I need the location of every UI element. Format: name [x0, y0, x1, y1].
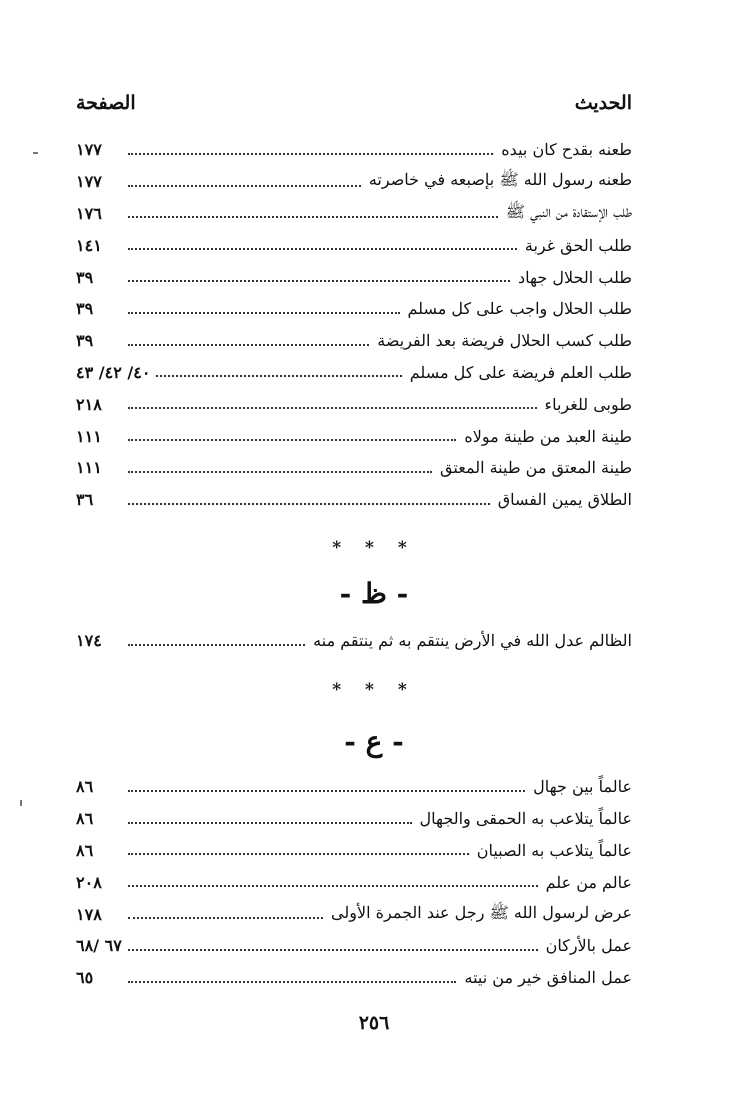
entry-text: طينة العبد من طينة مولاه — [464, 426, 632, 446]
index-entry — [76, 771, 632, 803]
page-number: ٢٥٦ — [358, 1012, 390, 1034]
entry-page-number: ١٧٧ — [76, 140, 102, 160]
column-header — [76, 92, 632, 122]
index-entry — [76, 357, 632, 389]
dot-leader — [128, 503, 490, 505]
dot-leader — [128, 981, 456, 983]
page-column-label: الصفحة — [76, 92, 136, 114]
letter-heading-zha: - ظ - — [339, 577, 409, 610]
dot-leader — [128, 216, 498, 218]
entry-page-number: ٦٧ /٦٨ — [76, 936, 122, 956]
entry-text: طلب الإستقادة من النبي ﷺ — [505, 201, 632, 221]
entry-text: الطلاق يمين الفساق — [497, 490, 632, 510]
dot-leader — [128, 790, 525, 792]
entry-text: الظالم عدل الله في الأرض ينتقم به ثم ينتقم منه — [313, 631, 632, 651]
entry-text: طلب الحلال واجب على كل مسلم — [407, 299, 632, 319]
entry-page-number: ٤٠/ ٤٢/ ٤٣ — [76, 362, 151, 382]
entry-text: عالم من علم — [545, 872, 632, 892]
entry-page-number: ١٧٨ — [76, 904, 102, 924]
letter-heading-ain: - ع - — [344, 725, 404, 758]
dot-leader — [128, 185, 361, 187]
index-entry — [76, 325, 632, 357]
dot-leader — [128, 439, 456, 441]
dot-leader — [128, 312, 400, 314]
dot-leader — [128, 471, 432, 473]
dot-leader — [128, 280, 510, 282]
index-entry — [76, 420, 632, 452]
index-entry — [76, 388, 632, 420]
index-section-zha — [76, 625, 632, 657]
entry-text: عمل بالأركان — [545, 936, 632, 956]
entry-text: طعنه بقدح كان بيده — [501, 140, 632, 160]
dot-leader — [128, 949, 538, 951]
index-entry — [76, 198, 632, 230]
entry-text: طوبى للغرباء — [544, 394, 632, 414]
entry-page-number: ٦٥ — [76, 968, 94, 988]
index-entry — [76, 803, 632, 835]
index-entry — [76, 134, 632, 166]
entry-page-number: ٢٠٨ — [76, 872, 102, 892]
entry-page-number: ١٤١ — [76, 235, 102, 255]
index-entry — [76, 866, 632, 898]
entry-text: عرض لرسول الله ﷺ رجل عند الجمرة الأولى — [331, 902, 632, 922]
entry-text: عالماً يتلاعب به الحمقى والجهال — [419, 809, 632, 829]
index-entry — [76, 166, 632, 198]
index-section-ain — [76, 771, 632, 994]
entry-page-number: ١١١ — [76, 426, 102, 446]
entry-page-number: ١٧٧ — [76, 172, 102, 192]
entry-page-number: ١١١ — [76, 458, 102, 478]
entry-page-number: ١٧٤ — [76, 631, 102, 651]
dot-leader — [128, 248, 517, 250]
dot-leader — [128, 917, 323, 919]
entry-page-number: ١٧٦ — [76, 203, 102, 223]
entry-text: طلب الحق غربة — [524, 235, 632, 255]
entry-page-number: ٨٦ — [76, 809, 94, 829]
scan-speck — [20, 800, 22, 806]
dot-leader — [128, 344, 369, 346]
entry-page-number: ٣٦ — [76, 490, 94, 510]
dot-leader — [156, 375, 401, 377]
entry-page-number: ٨٦ — [76, 840, 94, 860]
entry-page-number: ٣٩ — [76, 331, 94, 351]
index-entry — [76, 261, 632, 293]
entry-page-number: ٣٩ — [76, 299, 94, 319]
dot-leader — [128, 644, 305, 646]
entry-text: عالماً يتلاعب به الصبيان — [476, 840, 632, 860]
entry-text: عمل المنافق خير من نيته — [464, 968, 632, 988]
index-entry — [76, 229, 632, 261]
entry-text: طلب الحلال جهاد — [518, 267, 632, 287]
section-separator: * * * — [332, 680, 416, 700]
index-entry — [76, 625, 632, 657]
entry-text: عالماً بين جهال — [533, 777, 632, 797]
index-entry — [76, 484, 632, 516]
section-separator: * * * — [332, 538, 416, 558]
index-entry — [76, 898, 632, 930]
entry-page-number: ٢١٨ — [76, 394, 102, 414]
entry-page-number: ٨٦ — [76, 777, 94, 797]
dot-leader — [128, 407, 537, 409]
index-section-ta — [76, 134, 632, 516]
index-entry — [76, 835, 632, 867]
entry-text: طلب العلم فريضة على كل مسلم — [409, 362, 632, 382]
entry-page-number: ٣٩ — [76, 267, 94, 287]
scan-speck — [33, 152, 38, 154]
index-entry — [76, 293, 632, 325]
dot-leader — [128, 153, 493, 155]
hadith-column-label: الحديث — [574, 92, 632, 114]
index-entry — [76, 452, 632, 484]
index-entry — [76, 930, 632, 962]
entry-text: طلب كسب الحلال فريضة بعد الفريضة — [377, 331, 632, 351]
entry-text: طينة المعتق من طينة المعتق — [440, 458, 632, 478]
entry-text: طعنه رسول الله ﷺ بإصبعه في خاصرته — [368, 170, 632, 190]
dot-leader — [128, 885, 538, 887]
dot-leader — [128, 853, 469, 855]
dot-leader — [128, 822, 412, 824]
index-entry — [76, 962, 632, 994]
